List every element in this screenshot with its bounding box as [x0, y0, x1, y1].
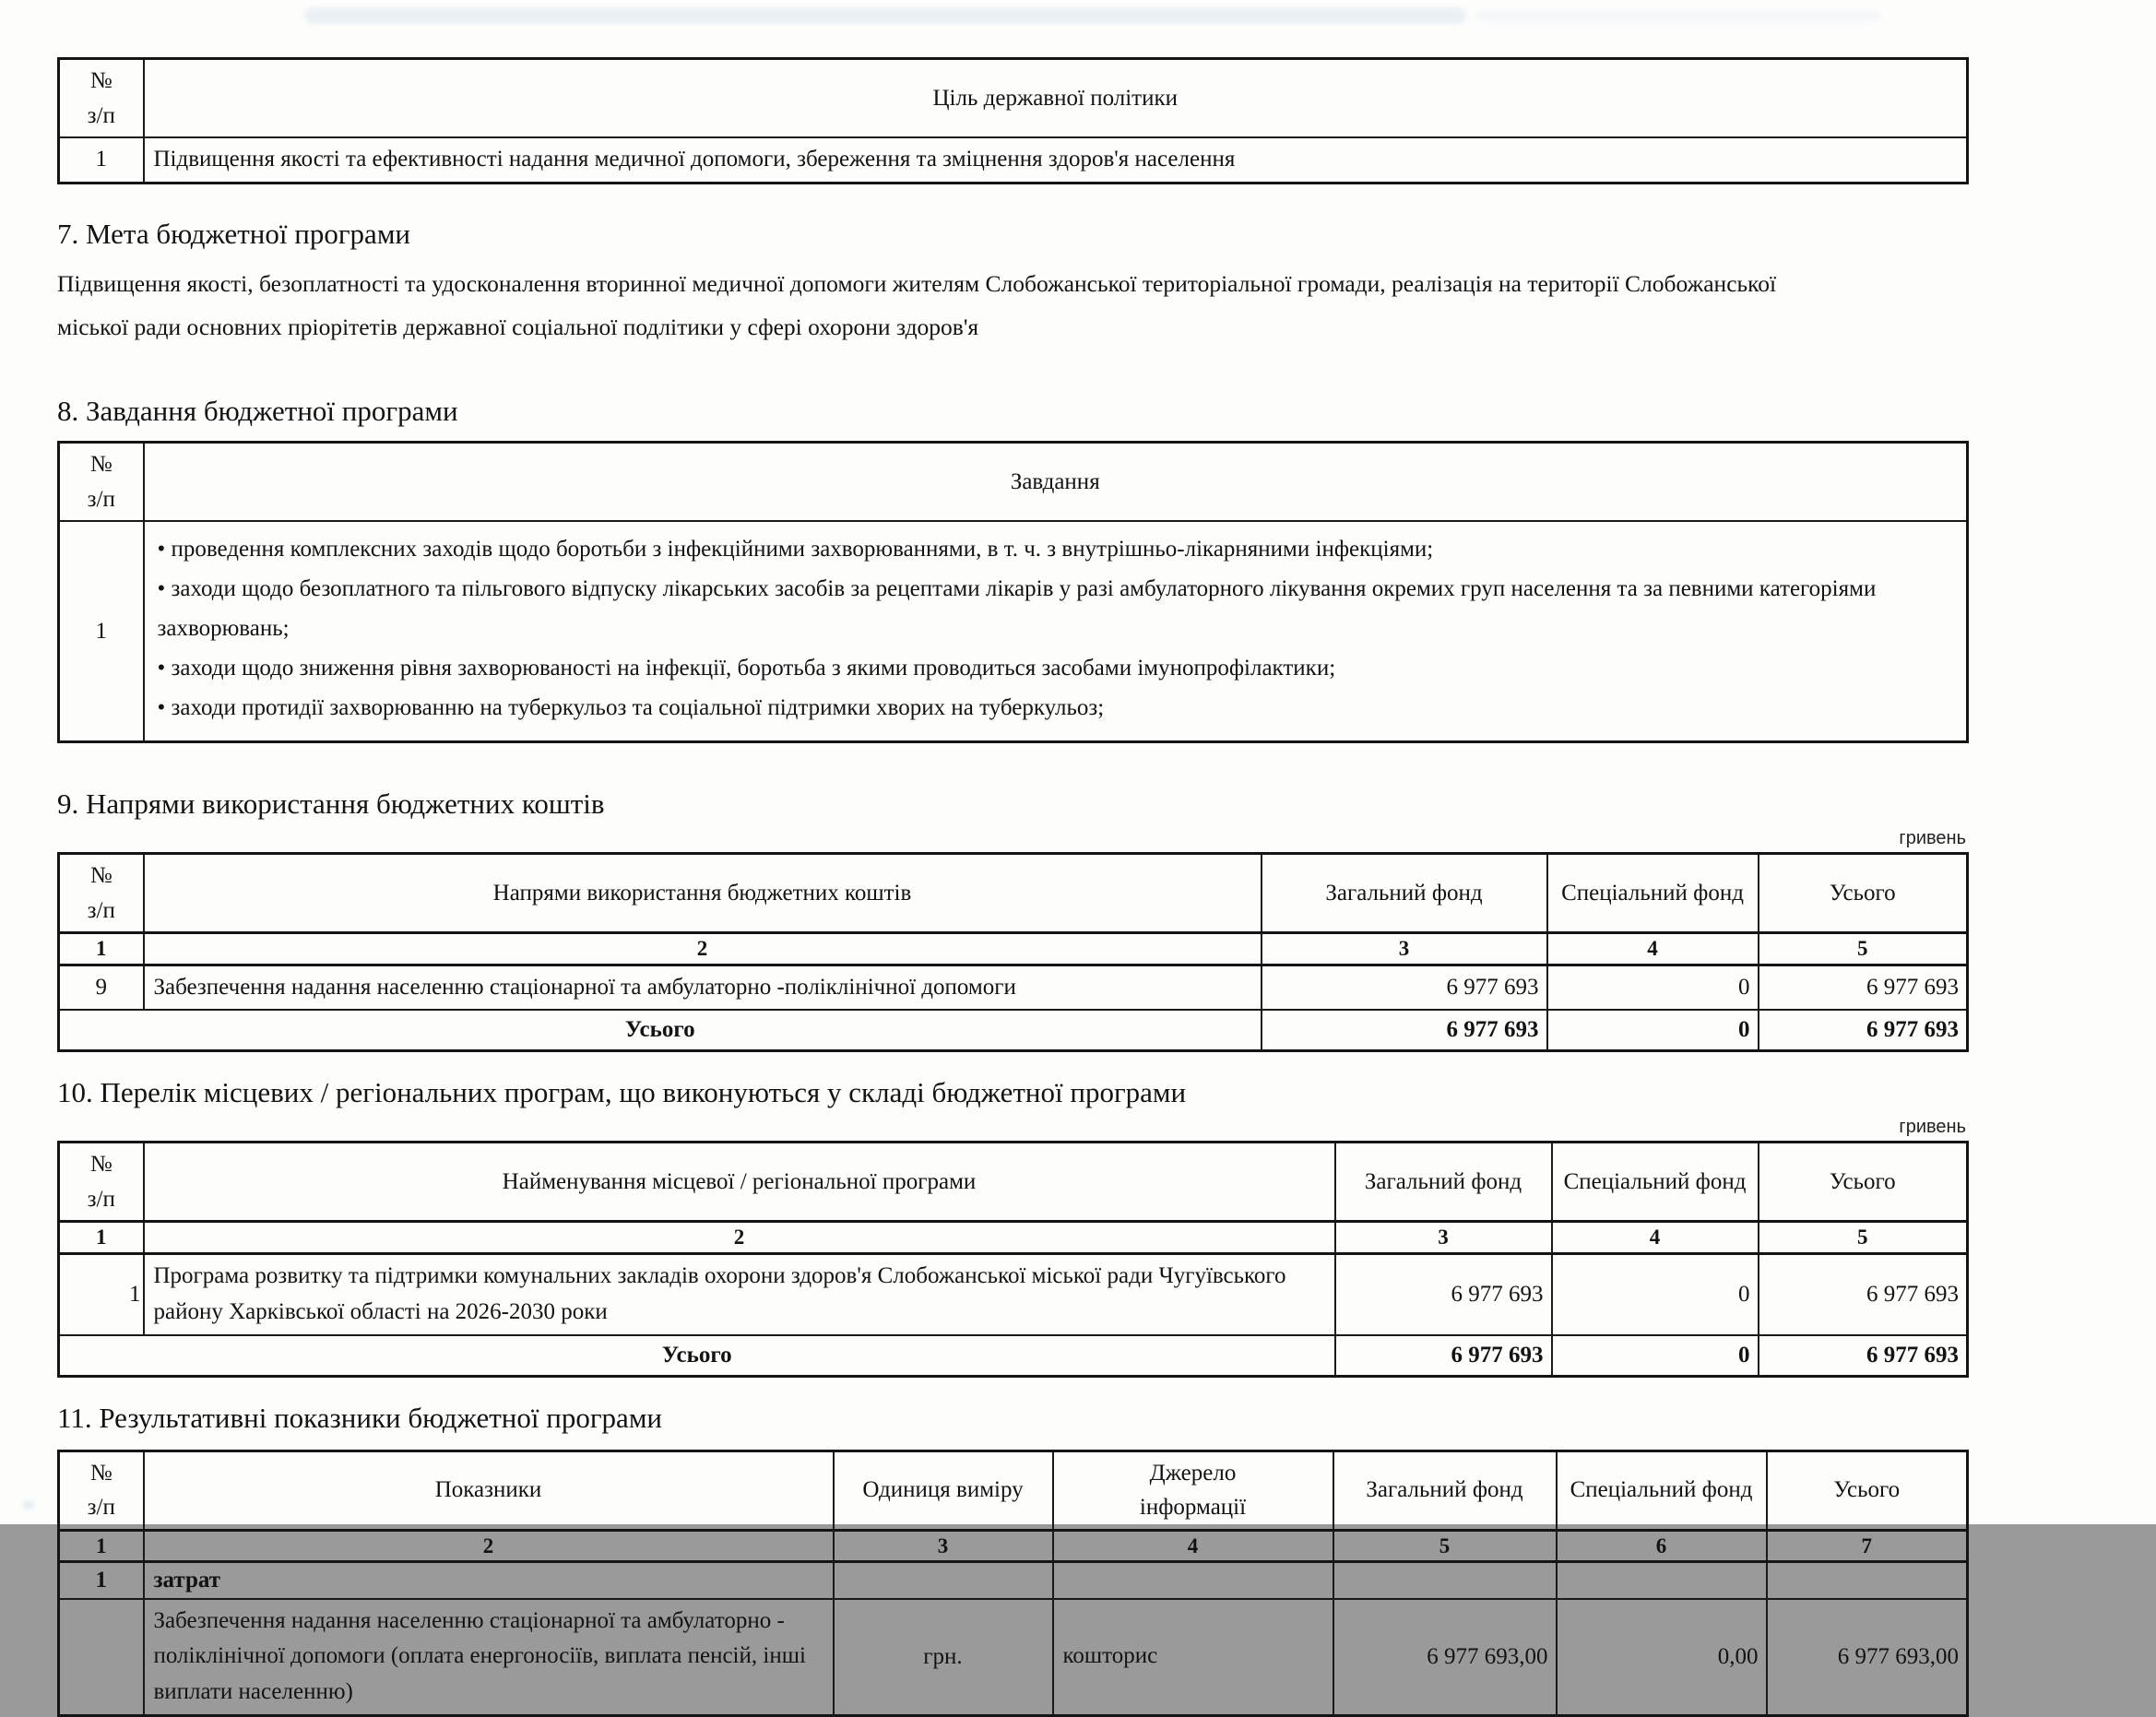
total-row	[59, 1010, 1968, 1051]
table-row	[59, 1254, 1968, 1335]
section-10-title: 10. Перелік місцевих / регіональних програм, що виконуються у складі бюджетної програми	[57, 1076, 1187, 1109]
num-header: № з/п	[59, 1451, 144, 1530]
total-row	[59, 1335, 1968, 1377]
tasks-table	[57, 441, 1969, 743]
task-item: • заходи щодо зниження рівня захворюваності на інфекції, боротьба з якими проводиться засобами імунопрофілактики;	[157, 656, 1336, 681]
row-number: 1	[59, 137, 144, 183]
general-fund-header: Загальний фонд	[1262, 854, 1547, 933]
grand-total: 6 977 693	[1759, 1335, 1968, 1377]
total-header: Усього	[1759, 854, 1968, 933]
special-fund-value: 0,00	[1557, 1599, 1767, 1716]
col-number: 4	[1552, 1222, 1759, 1254]
special-fund-header: Спеціальний фонд	[1552, 1143, 1759, 1222]
section-11-title: 11. Результативні показники бюджетної програми	[57, 1401, 663, 1434]
table-row	[59, 521, 1968, 742]
indicators-table	[57, 1450, 1969, 1717]
total-header: Усього	[1767, 1451, 1968, 1530]
col-number: 6	[1557, 1530, 1767, 1562]
total-value: 6 977 693	[1759, 1254, 1968, 1335]
directions-header: Напрями використання бюджетних коштів	[144, 854, 1262, 933]
col-number: 1	[59, 1530, 144, 1562]
indicator-name: Забезпечення надання населенню стаціонарної та амбулаторно - поліклінічної допомоги (оплата енергоносіїв, виплата пенсій, інші виплати населенню)	[144, 1599, 834, 1716]
row-number: 1	[59, 1562, 144, 1599]
goal-text: Підвищення якості та ефективності надання медичної допомоги, збереження та зміцнення здоров'я населення	[144, 137, 1968, 183]
special-fund-value	[1557, 1562, 1767, 1599]
general-fund-total: 6 977 693	[1262, 1010, 1547, 1051]
section-8-title: 8. Завдання бюджетної програми	[57, 395, 458, 428]
program-name-header: Найменування місцевої / регіональної програми	[144, 1143, 1335, 1222]
table-header-row	[59, 1143, 1968, 1222]
direction-name: Забезпечення надання населенню стаціонарної та амбулаторно -поліклінічної допомоги	[144, 965, 1262, 1010]
special-fund-header: Спеціальний фонд	[1547, 854, 1759, 933]
section-7-title: 7. Мета бюджетної програми	[57, 217, 411, 250]
programs-table	[57, 1141, 1969, 1377]
column-number-row	[59, 1222, 1968, 1254]
unit-cell: грн.	[834, 1599, 1053, 1716]
table-row	[59, 137, 1968, 183]
unit-cell	[834, 1562, 1053, 1599]
total-value: 6 977 693	[1759, 965, 1968, 1010]
grand-total: 6 977 693	[1759, 1010, 1968, 1051]
program-name: Програма розвитку та підтримки комунальних закладів охорони здоров'я Слобожанської міської ради Чугуївського району Харківської області на 2026-2030 роки	[144, 1254, 1335, 1335]
col-number: 3	[834, 1530, 1053, 1562]
general-fund-header: Загальний фонд	[1335, 1143, 1552, 1222]
source-header: Джерело інформації	[1053, 1451, 1333, 1530]
col-number: 7	[1767, 1530, 1968, 1562]
num-header: № з/п	[59, 443, 144, 522]
unit-header: Одиниця виміру	[834, 1451, 1053, 1530]
col-number: 1	[59, 1222, 144, 1254]
tasks-list	[144, 521, 1968, 742]
num-header: № з/п	[59, 1143, 144, 1222]
row-number	[59, 1599, 144, 1716]
total-value	[1767, 1562, 1968, 1599]
indicators-header: Показники	[144, 1451, 834, 1530]
table-header-row	[59, 443, 1968, 522]
currency-label: гривень	[1899, 1117, 1966, 1138]
table-header-row	[59, 1451, 1968, 1530]
section-7-body: Підвищення якості, безоплатності та удосконалення вторинної медичної допомоги жителям Слобожанської територіальної громади, реалізація на території Слобожанської міської ради основних пріорітетів державної соціальної подлітики у сфері охорони здоров'я	[57, 269, 1777, 340]
col-number: 5	[1759, 933, 1968, 965]
total-label: Усього	[59, 1335, 1335, 1377]
col-number: 5	[1759, 1222, 1968, 1254]
total-value: 6 977 693,00	[1767, 1599, 1968, 1716]
source-cell: кошторис	[1053, 1599, 1333, 1716]
col-number: 1	[59, 933, 144, 965]
general-fund-value: 6 977 693	[1335, 1254, 1552, 1335]
general-fund-value: 6 977 693,00	[1333, 1599, 1557, 1716]
row-number: 9	[59, 965, 144, 1010]
source-cell	[1053, 1562, 1333, 1599]
special-fund-value: 0	[1547, 965, 1759, 1010]
table-header-row	[59, 59, 1968, 138]
special-fund-total: 0	[1552, 1335, 1759, 1377]
special-fund-total: 0	[1547, 1010, 1759, 1051]
table-row	[59, 1562, 1968, 1599]
col-number: 2	[144, 933, 1262, 965]
special-fund-value: 0	[1552, 1254, 1759, 1335]
table-header-row	[59, 854, 1968, 933]
total-header: Усього	[1759, 1143, 1968, 1222]
task-item: • заходи протидії захворюванню на туберкульоз та соціальної підтримки хворих на туберкульоз;	[157, 695, 1105, 721]
indicator-group: затрат	[144, 1562, 834, 1599]
goal-header: Ціль державної політики	[144, 59, 1968, 138]
currency-label: гривень	[1899, 828, 1966, 849]
section-9-title: 9. Напрями використання бюджетних коштів	[57, 787, 605, 821]
col-number: 2	[144, 1530, 834, 1562]
col-number: 4	[1547, 933, 1759, 965]
table-row	[59, 1599, 1968, 1716]
task-item: • заходи щодо безоплатного та пільгового відпуску лікарських засобів за рецептами лікарів у разі амбулаторного лікування окремих груп населення та за певними категоріями захворювань;	[157, 576, 1877, 642]
directions-table	[57, 852, 1969, 1052]
col-number: 3	[1335, 1222, 1552, 1254]
total-label: Усього	[59, 1010, 1262, 1051]
col-number: 5	[1333, 1530, 1557, 1562]
column-number-row	[59, 933, 1968, 965]
row-number: 1	[59, 1254, 144, 1335]
col-number: 2	[144, 1222, 1335, 1254]
tasks-header: Завдання	[144, 443, 1968, 522]
general-fund-total: 6 977 693	[1335, 1335, 1552, 1377]
col-number: 4	[1053, 1530, 1333, 1562]
num-header: № з/п	[59, 59, 144, 138]
general-fund-value: 6 977 693	[1262, 965, 1547, 1010]
num-header: № з/п	[59, 854, 144, 933]
table-row	[59, 965, 1968, 1010]
col-number: 3	[1262, 933, 1547, 965]
general-fund-value	[1333, 1562, 1557, 1599]
task-item: • проведення комплексних заходів щодо боротьби з інфекційними захворюваннями, в т. ч. з внутрішньо-лікарняними інфекціями;	[157, 537, 1434, 562]
goal-table	[57, 57, 1969, 184]
row-number: 1	[59, 521, 144, 742]
special-fund-header: Спеціальний фонд	[1557, 1451, 1767, 1530]
column-number-row	[59, 1530, 1968, 1562]
general-fund-header: Загальний фонд	[1333, 1451, 1557, 1530]
